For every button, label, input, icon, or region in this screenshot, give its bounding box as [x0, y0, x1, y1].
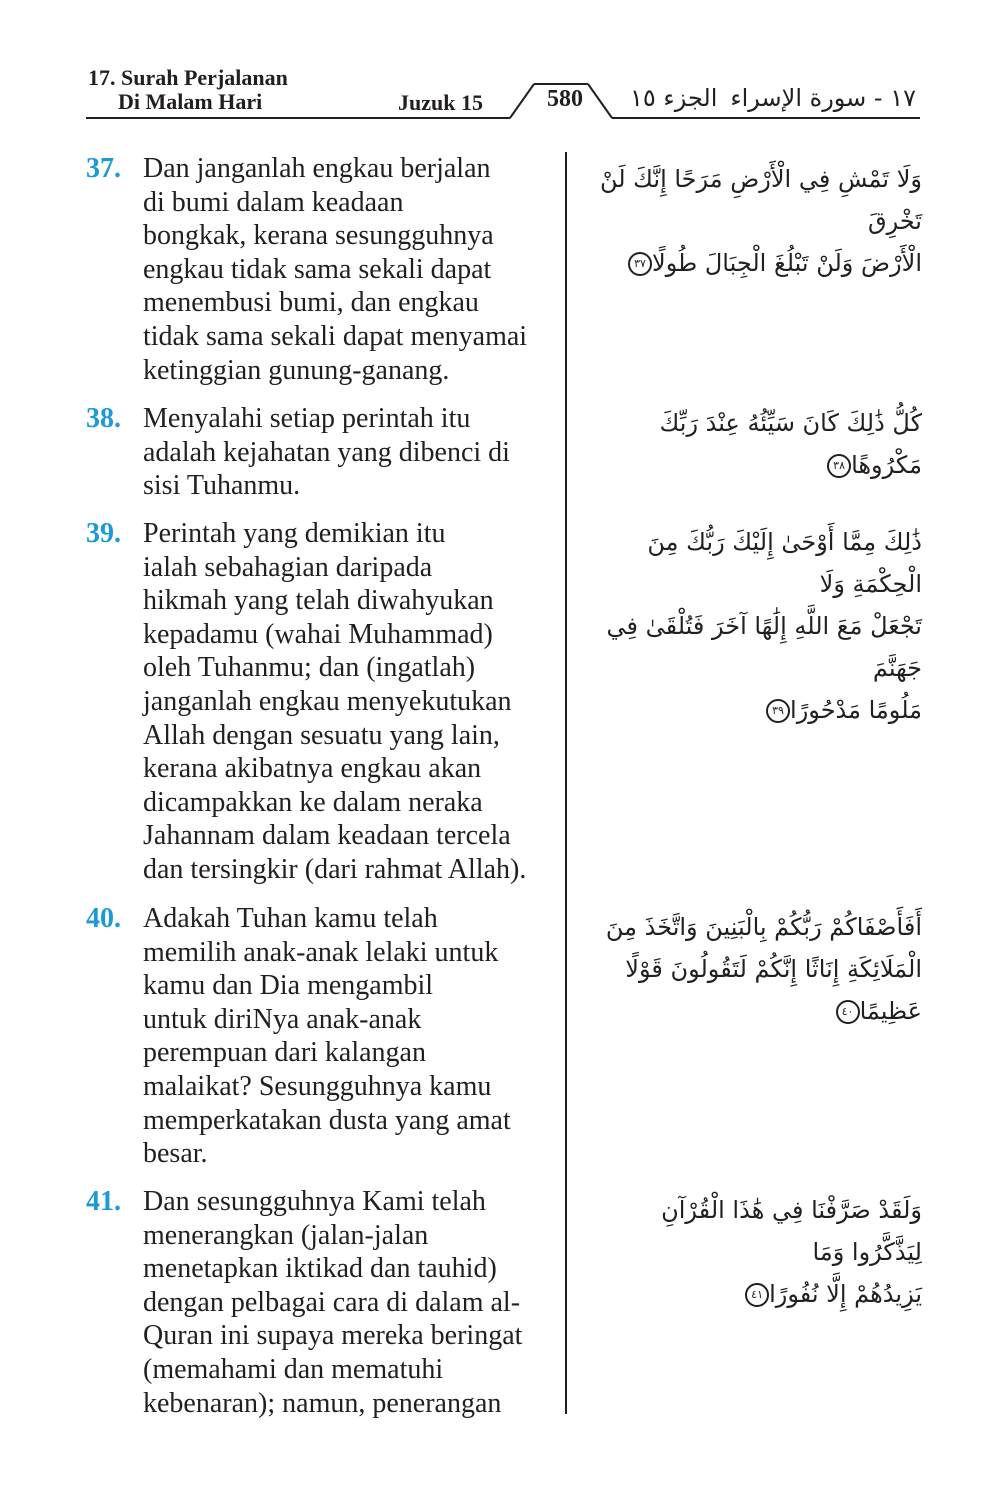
column-divider	[565, 152, 567, 1414]
verse-translation: Perintah yang demikian itu ialah sebahagian daripada hikmah yang telah diwahyukan kepadamu (wahai Muhammad) oleh Tuhanmu; dan (ingatlah) janganlah engkau menyekutukan Allah dengan sesuatu yang lain, kerana akibatnya engkau akan dicampakkan ke dalam neraka Jahannam dalam keadaan tercela dan tersingkir (dari rahmat Allah).	[143, 518, 527, 885]
verse-number: 41.	[86, 1186, 121, 1217]
arabic-text: وَلَا تَمْشِ فِي الْأَرْضِ مَرَحًا إِنَّكَ لَنْ تَخْرِقَ الْأَرْضَ وَلَنْ تَبْلُغَ الْجِبَالَ طُولًا	[599, 165, 922, 277]
verse-end-marker: ٣٨	[827, 454, 851, 478]
verse-number: 40.	[86, 903, 121, 934]
arabic-text: أَفَأَصْفَاكُمْ رَبُّكُمْ بِالْبَنِينَ وَاتَّخَذَ مِنَ الْمَلَائِكَةِ إِنَاثًا إِنَّكُمْ لَتَقُولُونَ قَوْلًا عَظِيمًا	[605, 913, 922, 1025]
arabic-juz-label: الجزء ١٥	[630, 84, 718, 112]
arabic-text: كُلُّ ذَٰلِكَ كَانَ سَيِّئُهُ عِنْدَ رَبِّكَ مَكْرُوهًا	[659, 409, 922, 479]
arabic-text: وَلَقَدْ صَرَّفْنَا فِي هَٰذَا الْقُرْآنِ لِيَذَّكَّرُوا وَمَا يَزِيدُهُمْ إِلَّا نُفُورًا	[661, 1196, 922, 1308]
verse-number: 38.	[86, 403, 121, 434]
verse-end-marker: ٣٩	[766, 699, 790, 723]
verse-translation: Dan janganlah engkau berjalan di bumi dalam keadaan bongkak, kerana sesungguhnya engkau tidak sama sekali dapat menembusi bumi, dan engkau tidak sama sekali dapat menyamai ketinggian gunung-ganang.	[143, 153, 528, 386]
verse-arabic	[592, 1189, 922, 1315]
verse-number: 37.	[86, 153, 121, 184]
verse-translation: Adakah Tuhan kamu telah memilih anak-anak lelaki untuk kamu dan Dia mengambil untuk diriNya anak-anak perempuan dari kalangan malaikat? Sesungguhnya kamu memperkatakan dusta yang amat besar.	[143, 903, 511, 1170]
surah-title-line2: Di Malam Hari	[118, 89, 263, 114]
verse-number: 39.	[86, 518, 121, 549]
verse-translation: Dan sesungguhnya Kami telah menerangkan (jalan-jalan menetapkan iktikad dan tauhid) dengan pelbagai cara di dalam al- Quran ini supaya mereka beringat (memahami dan mematuhi kebenaran); namun, penerangan	[143, 1186, 523, 1419]
verse-end-marker: ٤١	[745, 1283, 769, 1307]
arabic-surah-title: ١٧ - سورة الإسراء	[730, 84, 916, 112]
verse-arabic	[592, 402, 922, 486]
verse-arabic	[592, 906, 922, 1032]
page-header	[0, 0, 1000, 130]
juzuk-label: Juzuk 15	[398, 90, 483, 115]
arabic-text: ذَٰلِكَ مِمَّا أَوْحَىٰ إِلَيْكَ رَبُّكَ مِنَ الْحِكْمَةِ وَلَا تَجْعَلْ مَعَ اللَّهِ إِلَٰهًا آخَرَ فَتُلْقَىٰ فِي جَهَنَّمَ مَلُومًا مَدْحُورًا	[606, 528, 922, 724]
verse-translation: Menyalahi setiap perintah itu adalah kejahatan yang dibenci di sisi Tuhanmu.	[143, 403, 510, 502]
verse-arabic	[592, 521, 922, 731]
page-number: 580	[547, 86, 583, 112]
verse-end-marker: ٤٠	[836, 1000, 860, 1024]
surah-title-line1: 17. Surah Perjalanan	[88, 65, 288, 90]
verse-end-marker: ٣٧	[628, 252, 652, 276]
verse-arabic	[592, 158, 922, 284]
